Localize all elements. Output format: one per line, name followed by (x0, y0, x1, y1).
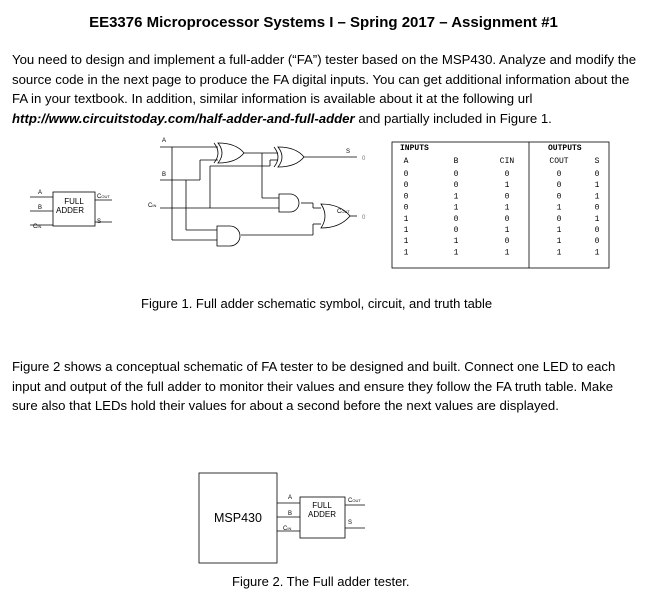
symbol-pin-cout (97, 194, 110, 200)
truth-table-col-header: B (453, 157, 459, 166)
truth-table-cell: 0 (556, 192, 562, 202)
truth-table (404, 157, 600, 257)
symbol-pin-cin-sub: IN (37, 224, 42, 229)
truth-table-cell: 1 (453, 203, 459, 213)
tester-pin-cin-main: C (283, 526, 288, 532)
msp430-label: MSP430 (214, 511, 262, 525)
truth-table-cell: 1 (453, 237, 459, 247)
truth-table-cell: 1 (556, 203, 562, 213)
symbol-label-adder: ADDER (55, 206, 85, 215)
truth-table-cell: 1 (504, 248, 510, 258)
truth-table-outputs-header: OUTPUTS (548, 144, 582, 153)
truth-table-cell: 1 (594, 214, 600, 224)
symbol-pin-s: S (97, 219, 102, 225)
truth-table-cell: 0 (556, 170, 562, 179)
symbol-label-full: FULL (64, 197, 84, 206)
truth-table-cell: 0 (556, 214, 562, 224)
truth-table-cell: 0 (453, 181, 459, 191)
circuit-out-cout-probe: 0 (362, 215, 366, 221)
truth-table-col-header: COUT (549, 157, 569, 166)
truth-table-cell: 0 (594, 170, 600, 179)
truth-table-cell: 0 (504, 237, 510, 247)
figure1-caption: Figure 1. Full adder schematic symbol, circuit, and truth table (141, 296, 493, 311)
truth-table-cell: 1 (594, 248, 600, 258)
tester-pin-a: A (288, 495, 293, 501)
truth-table-cell: 1 (504, 226, 510, 235)
tester-pin-cout (348, 498, 361, 504)
truth-table-cell: 1 (556, 248, 562, 258)
truth-table-cell: 1 (504, 181, 510, 191)
intro-text: You need to design and implement a full-adder (“FA”) tester based on the MSP430. Analyze and modify the source code in the next page to produce the FA digital inputs. You can get additional information about the FA in your textbook. In addition, similar information is available about it at the following url (12, 52, 637, 106)
truth-table-cell: 0 (403, 192, 409, 202)
truth-table-col-header: S (594, 157, 600, 166)
circuit-in-b: B (162, 172, 167, 178)
and-gate-1 (279, 194, 299, 212)
tester-label-full: FULL (312, 501, 332, 510)
truth-table-cell: 0 (403, 170, 409, 179)
truth-table-cell: 0 (594, 237, 600, 247)
truth-table-cell: 1 (403, 226, 409, 235)
xor-gate-2 (274, 147, 304, 167)
truth-table-cell: 1 (403, 237, 409, 247)
tester-label-adder: ADDER (307, 510, 337, 519)
circuit-out-s: S (346, 149, 351, 155)
tester-pin-s: S (348, 520, 353, 526)
truth-table-cell: 1 (556, 237, 562, 247)
intro-text-end: and partially included in Figure 1. (354, 110, 552, 126)
circuit-in-cin (148, 203, 156, 209)
truth-table-col-header: CIN (499, 157, 515, 166)
figure2-description: Figure 2 shows a conceptual schematic of FA tester to be designed and built. Connect one LED to each input and output of the full adder to monitor their values and ensure they follow the FA truth table. Make sure also that LEDs hold their values for about a second before the next values are displayed. (12, 359, 616, 413)
and-gate-2 (217, 226, 240, 246)
truth-table-cell: 1 (594, 192, 600, 202)
symbol-pin-cout-sub: OUT (101, 194, 110, 199)
tester-pin-b: B (288, 511, 293, 517)
or-gate (321, 204, 350, 228)
circuit-out-cout-sub: OUT (341, 209, 350, 214)
truth-table-cell: 0 (453, 214, 459, 224)
truth-table-cell: 0 (594, 203, 600, 213)
tester-pin-cin-sub: IN (287, 526, 292, 531)
symbol-pin-cin (33, 224, 41, 230)
truth-table-cell: 1 (504, 203, 510, 213)
xor-gate-1 (214, 143, 244, 163)
truth-table-cell: 0 (403, 203, 409, 213)
truth-table-cell: 1 (453, 192, 459, 202)
tester-pin-cout-main: C (348, 498, 353, 504)
figure2-caption: Figure 2. The Full adder tester. (232, 574, 410, 589)
truth-table-cell: 1 (403, 214, 409, 224)
truth-table-cell: 1 (403, 248, 409, 258)
truth-table-cell: 0 (504, 170, 510, 179)
symbol-pin-cin-main: C (33, 224, 38, 230)
truth-table-cell: 0 (594, 226, 600, 235)
truth-table-cell: 1 (556, 226, 562, 235)
page-title: EE3376 Microprocessor Systems I – Spring 2017 – Assignment #1 (89, 14, 558, 31)
symbol-pin-a: A (38, 190, 43, 196)
reference-url: http://www.circuitstoday.com/half-adder-and-full-adder (12, 110, 355, 126)
truth-table-cell: 0 (453, 170, 459, 179)
fa-circuit (160, 143, 357, 246)
truth-table-cell: 0 (556, 181, 562, 191)
truth-table-cell: 0 (403, 181, 409, 191)
truth-table-cell: 1 (594, 181, 600, 191)
truth-table-cell: 1 (453, 248, 459, 258)
symbol-pin-cout-main: C (97, 194, 102, 200)
truth-table-cell: 0 (504, 214, 510, 224)
truth-table-cell: 0 (504, 192, 510, 202)
circuit-out-cout-main: C (337, 209, 342, 215)
truth-table-col-header: A (403, 157, 409, 166)
circuit-out-s-probe: 0 (362, 156, 366, 162)
truth-table-inputs-header: INPUTS (400, 144, 429, 153)
circuit-in-cin-main: C (148, 203, 153, 209)
symbol-pin-b: B (38, 205, 43, 211)
tester-pin-cout-sub: OUT (352, 498, 361, 503)
truth-table-cell: 0 (453, 226, 459, 235)
circuit-in-cin-sub: IN (152, 203, 157, 208)
circuit-in-a: A (162, 138, 167, 144)
